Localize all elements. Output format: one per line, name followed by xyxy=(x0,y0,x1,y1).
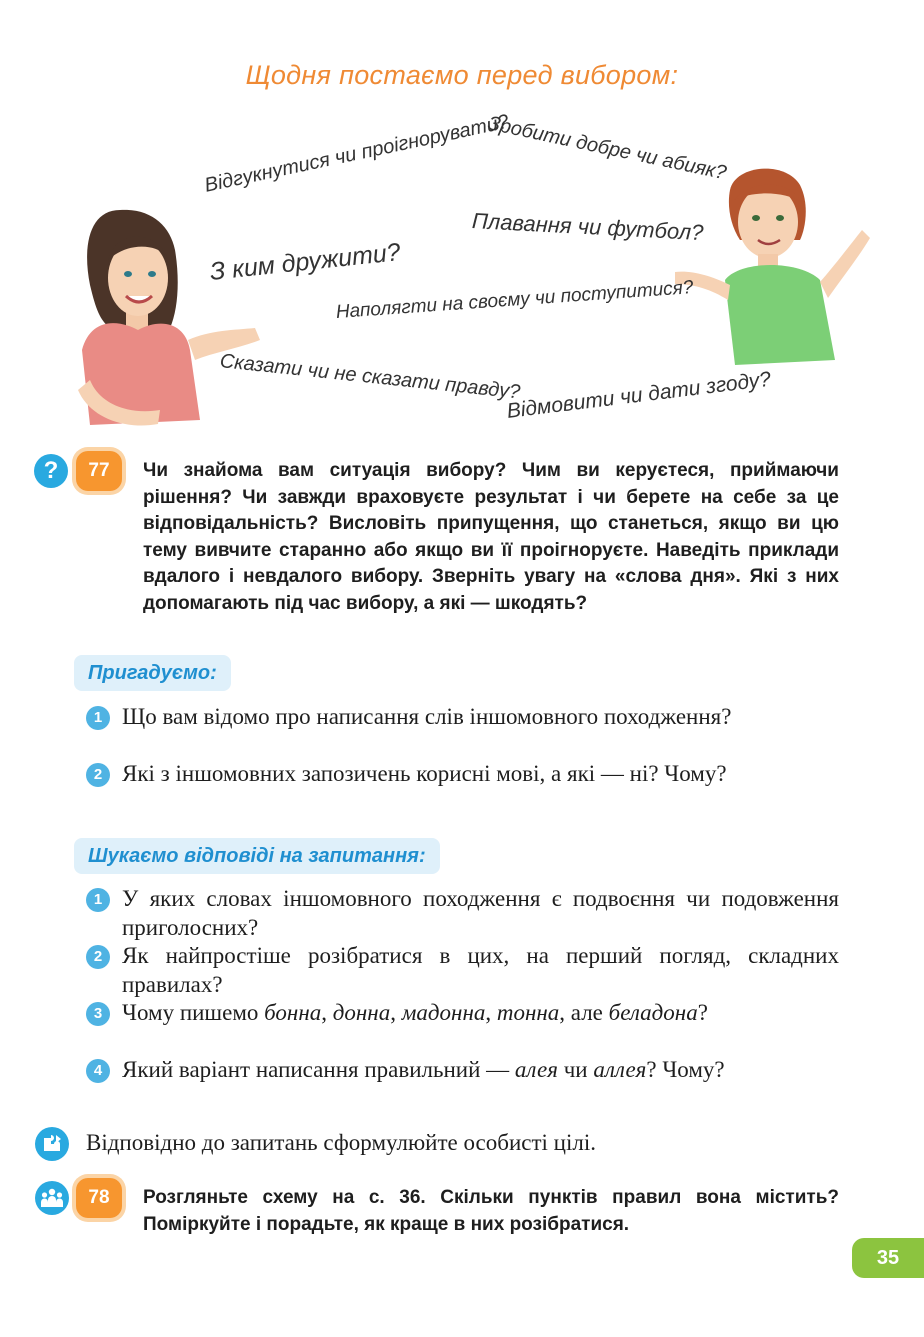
list-item xyxy=(86,999,839,1028)
girl-illustration xyxy=(60,190,270,440)
example-word: беладона xyxy=(608,1000,698,1025)
phrase-friends: З ким дружити? xyxy=(208,238,402,286)
search-heading: Шукаємо відповіді на запитання: xyxy=(74,838,440,874)
item-number: 1 xyxy=(86,706,110,730)
example-word: донна xyxy=(332,1000,391,1025)
item-text: У яких словах іншомовного походження є подвоєння чи подовження приголосних? xyxy=(122,886,839,940)
task-78-text: Розгляньте схему на с. 36. Скільки пунктів правил вона містить? Поміркуйте і порадьте, як краще в них розібратися. xyxy=(143,1187,839,1235)
phrase-respond: Відгукнутися чи проігнорувати? xyxy=(202,110,511,197)
goals-text: Відповідно до запитань сформулюйте особисті цілі. xyxy=(86,1130,596,1155)
page-number: 35 xyxy=(852,1238,924,1278)
list-item xyxy=(86,1056,839,1085)
example-word: аллея xyxy=(593,1057,647,1082)
item-text: Як найпростіше розібратися в цих, на перший погляд, складних правилах? xyxy=(122,943,839,997)
item-text: Який варіант написання правильний — алея чи аллея? Чому? xyxy=(122,1057,725,1082)
phrase-swim-football: Плавання чи футбол? xyxy=(471,208,704,246)
phrase-insist: Наполягти на своєму чи поступитися? xyxy=(335,277,695,323)
item-text: Чому пишемо бонна, донна, мадонна, тонна, але беладона? xyxy=(122,1000,708,1025)
list-item xyxy=(86,703,839,732)
boy-illustration xyxy=(670,160,870,370)
phrase-refuse: Відмовити чи дати згоду? xyxy=(505,367,773,423)
item-number: 1 xyxy=(86,888,110,912)
group-people-icon xyxy=(34,1180,70,1216)
page-title: Щодня постаємо перед вибором: xyxy=(245,60,679,90)
goal-puzzle-icon xyxy=(34,1126,70,1162)
example-word: тонна xyxy=(496,1000,560,1025)
item-number: 2 xyxy=(86,945,110,969)
list-item xyxy=(86,760,839,789)
example-word: мадонна xyxy=(401,1000,486,1025)
question-icon: ? xyxy=(34,454,68,488)
task-number-badge: 77 xyxy=(76,451,122,491)
item-number: 2 xyxy=(86,763,110,787)
list-item xyxy=(86,885,839,942)
item-text: Що вам відомо про написання слів іншомовного походження? xyxy=(122,704,732,729)
example-word: алея xyxy=(514,1057,558,1082)
item-text: Які з іншомовних запозичень корисні мові, а які — ні? Чому? xyxy=(122,761,727,786)
item-number: 4 xyxy=(86,1059,110,1083)
list-item xyxy=(86,942,839,999)
task-number-badge: 78 xyxy=(76,1178,122,1218)
item-number: 3 xyxy=(86,1002,110,1026)
recall-heading: Пригадуємо: xyxy=(74,655,231,691)
phrase-do-well: Зробити добре чи абияк? xyxy=(485,112,729,185)
task-77-text: Чи знайома вам ситуація вибору? Чим ви керуєтеся, приймаючи рішення? Чи завжди враховуєте результат і чи берете на себе за це відповідальність? Висловіть припущення, що станеться, якщо ви цю тему вивчите старанно або якщо ви її проігноруєте. Наведіть приклади вдалого і невдалого вибору. Зверніть увагу на «слова дня». Які з них допомагають під час вибору, а які — шкодять? xyxy=(143,460,839,614)
phrase-truth: Сказати чи не сказати правду? xyxy=(218,350,522,404)
example-word: бонна xyxy=(264,1000,322,1025)
